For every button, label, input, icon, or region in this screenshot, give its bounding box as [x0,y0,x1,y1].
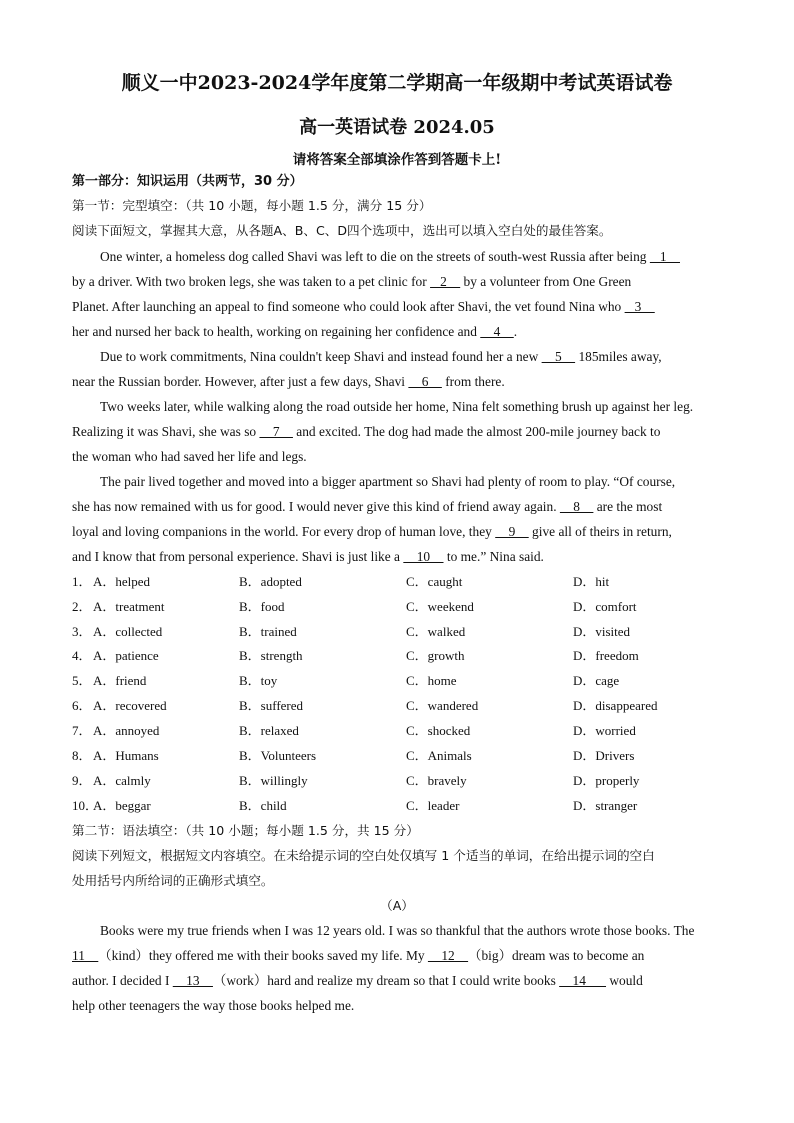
passage-text: her and nursed her back to health, working on regaining her confidence and [72,324,481,339]
passage-text: by a driver. With two broken legs, she was taken to a pet clinic for [72,274,431,289]
option-c: C．Animals [406,748,472,763]
part1-heading: 第一部分：知识运用（共两节，30 分） [72,174,303,189]
passage-text: are the most [593,499,663,514]
option-a: A．helped [93,574,151,589]
passage-label: （A） [380,898,414,913]
option-d: D．worried [573,723,636,738]
passage-text: Due to work commitments, Nina couldn't keep Shavi and instead found her a new [100,349,542,364]
section1-heading: 第一节：完型填空：（共 10 小题，每小题 1.5 分，满分 15 分） [72,198,432,213]
passage1-line: The pair lived together and moved into a bigger apartment so Shavi had plenty of room to play. “Of course, [100,474,676,489]
option-a: A．calmly [93,773,151,788]
passage1-line [72,423,732,441]
option-b: B．Volunteers [239,748,317,763]
passage-text: loyal and loving companions in the world. For every drop of human love, they [72,524,496,539]
question-number: 6． [72,698,92,713]
option-a: A．collected [93,624,163,639]
section2-directions: 处用括号内所给词的正确形式填空。 [72,873,274,888]
passage1-line [72,323,732,341]
passage2-line [72,947,732,965]
passage-text: （kind）they offered me with their books saved my life. My [98,948,428,963]
option-b: B．child [239,798,287,813]
option-d: D．properly [573,773,640,788]
blank-5: 5 [541,349,576,364]
question-number: 3． [72,624,92,639]
option-a: A．beggar [93,798,151,813]
option-c: C．growth [406,648,465,663]
passage-text: near the Russian border. However, after just a few days, Shavi [72,374,409,389]
option-b: B．strength [239,648,303,663]
option-b: B．toy [239,673,278,688]
blank-14: 14 [559,973,607,988]
passage-text: Realizing it was Shavi, she was so [72,424,260,439]
option-a: A．annoyed [93,723,160,738]
option-d: D．stranger [573,798,638,813]
passage1-line [72,523,732,541]
passage2-line: help other teenagers the way those books helped me. [72,998,355,1013]
question-number: 2． [72,599,92,614]
section2-heading: 第二节：语法填空：（共 10 小题；每小题 1.5 分，共 15 分） [72,823,419,838]
passage-text: give all of theirs in return, [528,524,672,539]
blank-7: 7 [259,424,293,439]
question-number: 1． [72,574,92,589]
blank-10: 10 [403,549,444,564]
passage-text: One winter, a homeless dog called Shavi was left to die on the streets of south-west Russia after being [100,249,650,264]
blank-3: 3 [624,299,655,314]
option-a: A．patience [93,648,159,663]
option-c: C．walked [406,624,466,639]
option-b: B．food [239,599,285,614]
blank-4: 4 [480,324,514,339]
passage2-line [72,972,732,990]
passage-text: she has now remained with us for good. I would never give this kind of friend away again. [72,499,560,514]
section2-directions: 阅读下列短文，根据短文内容填空。在未给提示词的空白处仅填写 1 个适当的单词，在给出提示词的空白 [72,848,655,863]
exam-subtitle: 高一英语试卷 2024.05 [299,117,495,138]
question-number: 9． [72,773,92,788]
passage1-line [72,298,732,316]
passage1-line [72,498,732,516]
passage-text: to me.” Nina said. [443,549,544,564]
passage-text: 185miles away, [575,349,662,364]
option-d: D．disappeared [573,698,658,713]
option-b: B．relaxed [239,723,299,738]
passage-text: （big）dream was to become an [468,948,645,963]
passage1-line [72,273,732,291]
option-a: A．friend [93,673,147,688]
option-a: A．recovered [93,698,167,713]
passage1-line: the woman who had saved her life and legs. [72,449,307,464]
option-a: A．treatment [93,599,165,614]
passage-text: （work）hard and realize my dream so that I could write books [212,973,560,988]
passage-text: and excited. The dog had made the almost 200-mile journey back to [292,424,661,439]
passage-text: . [513,324,518,339]
blank-1: 1 [649,249,680,264]
option-c: C．leader [406,798,460,813]
question-number: 10． [72,798,99,813]
blank-2: 2 [430,274,461,289]
passage-text: author. I decided I [72,973,173,988]
option-b: B．suffered [239,698,304,713]
option-d: D．freedom [573,648,639,663]
passage-text: Planet. After launching an appeal to find someone who could look after Shavi, the vet found Nina who [72,299,625,314]
passage1-line [72,548,732,566]
passage-text: would [606,973,643,988]
option-c: C．caught [406,574,463,589]
option-d: D．hit [573,574,610,589]
blank-13: 13 [172,973,213,988]
blank-8: 8 [559,499,594,514]
option-d: D．cage [573,673,620,688]
passage1-line [100,348,760,366]
answer-instruction: 请将答案全部填涂作答到答题卡上! [292,152,502,168]
option-b: B．adopted [239,574,302,589]
question-number: 8． [72,748,92,763]
option-c: C．bravely [406,773,467,788]
option-b: B．trained [239,624,297,639]
option-d: D．visited [573,624,631,639]
option-d: D．comfort [573,599,637,614]
passage-text: and I know that from personal experience. Shavi is just like a [72,549,404,564]
exam-title: 顺义一中2023-2024学年度第二学期高一年级期中考试英语试卷 [121,72,673,94]
option-c: C．home [406,673,457,688]
passage1-line: Two weeks later, while walking along the road outside her home, Nina felt something brush up against her leg. [100,399,694,414]
option-a: A．Humans [93,748,159,763]
section1-directions: 阅读下面短文，掌握其大意，从各题A、B、C、D四个选项中，选出可以填入空白处的最佳答案。 [72,223,612,238]
question-number: 4． [72,648,92,663]
option-c: C．weekend [406,599,474,614]
passage-text: from there. [441,374,505,389]
passage2-line: Books were my true friends when I was 12 years old. I was so thankful that the authors wrote those books. The [100,923,695,938]
passage1-line [100,248,760,266]
blank-9: 9 [495,524,529,539]
question-number: 5． [72,673,92,688]
blank-11: 11 [72,948,99,963]
option-b: B．willingly [239,773,308,788]
option-c: C．shocked [406,723,471,738]
passage1-line [72,373,732,391]
blank-6: 6 [408,374,442,389]
blank-12: 12 [427,948,469,963]
option-d: D．Drivers [573,748,635,763]
option-c: C．wandered [406,698,479,713]
question-number: 7． [72,723,92,738]
passage-text: by a volunteer from One Green [460,274,632,289]
